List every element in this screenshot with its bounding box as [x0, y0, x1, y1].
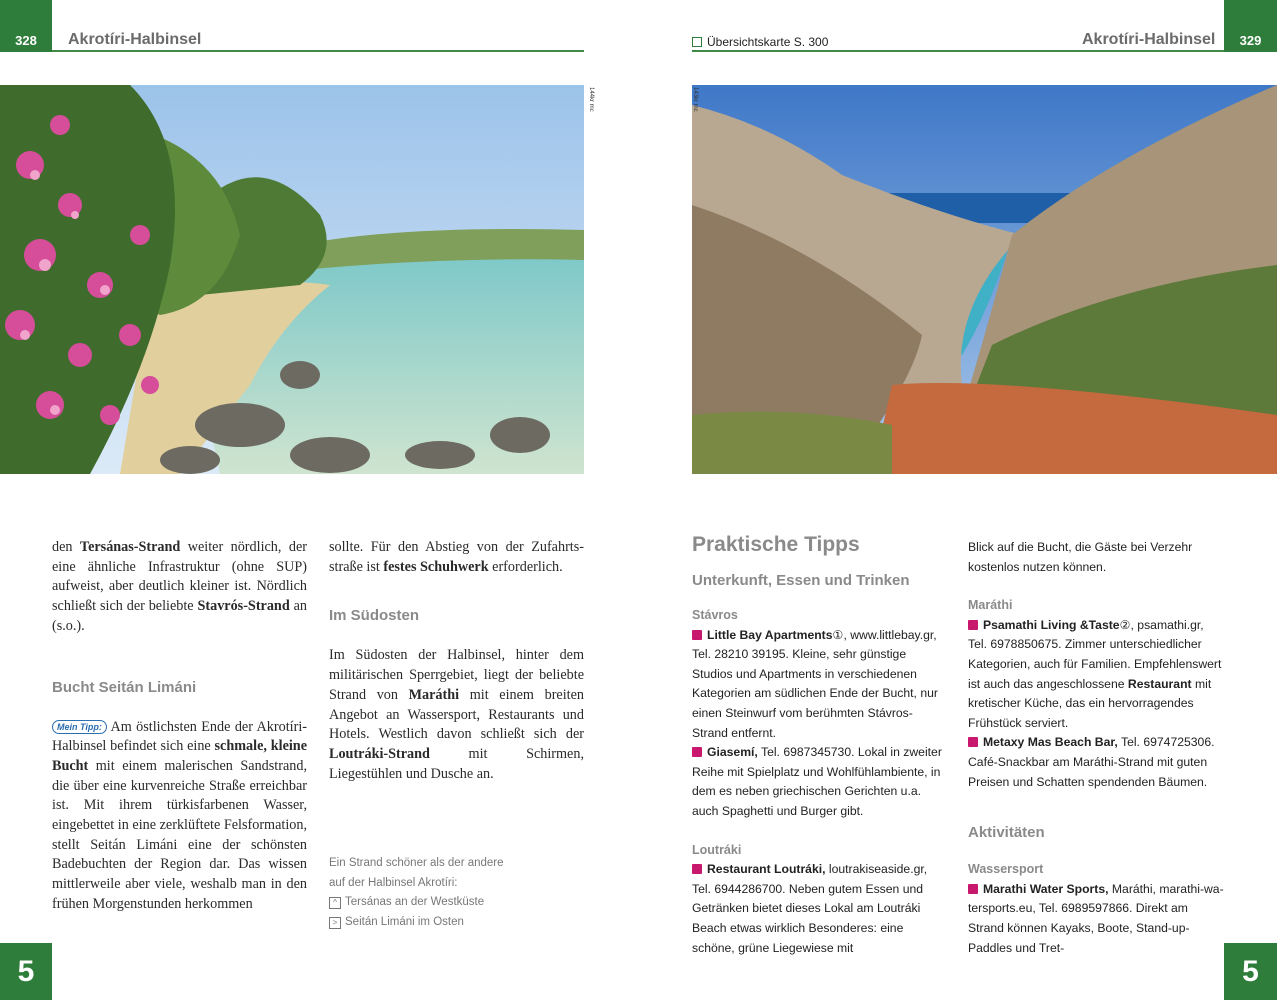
location-marathi: Maráthi: [968, 598, 1013, 613]
bold-term: Tersánas-Strand: [79, 539, 181, 555]
caption-line-2: auf der Halbinsel Akrotíri:: [329, 876, 458, 889]
entry-psamathi: [968, 616, 1224, 734]
text-run: Am östlichsten Ende der Akrotíri-Halbinsel befindet sich eine: [52, 718, 307, 755]
text-column-1: [52, 538, 307, 915]
photo-credit-right: 143kr mc: [692, 87, 698, 112]
page-number-left: [0, 0, 52, 52]
entry-restaurant-loutraki: [692, 860, 948, 958]
photo-caption: [329, 854, 504, 932]
bold-term: schmale, kleine Bucht: [52, 738, 307, 774]
chapter-tab-left[interactable]: [0, 943, 52, 1000]
bold-term: Restaurant: [1127, 676, 1192, 691]
map-reference-text: Übersichtskarte S. 300: [707, 35, 829, 49]
map-reference[interactable]: [692, 35, 828, 49]
page-number-left-text: 328: [15, 33, 37, 48]
text-run: weiter nördlich, der eine ähnliche Infrastruktur (ohne SUP) aufweist, aber deutlich kleiner ist. Nördlich schließt sich der beliebte: [52, 539, 307, 615]
text-run: mit kretischer Küche, das ein hervorragendes Frühstück serviert.: [968, 676, 1212, 730]
page-number-right: [1224, 0, 1277, 52]
bold-term: Marathi Water Sports,: [983, 881, 1109, 896]
text-run: ②, psamathi.gr, Tel. 6978850675. Zimmer unterschiedlicher Kategorien, auch für Familien. Empfehlenswert ist auch das angeschlossene: [968, 617, 1222, 691]
text-run: loutrakiseaside.gr, Tel. 6944286700. Neben gutem Essen und Getränken bietet dieses Lokal am Loutráki Beach etwas wirklich Besonderes: eine schöne, grüne Liegewiese mit: [692, 862, 928, 955]
caption-ref-tersanas[interactable]: [329, 893, 504, 913]
bold-term: Restaurant Loutráki,: [707, 862, 826, 877]
tips-column-2: [968, 538, 1224, 958]
text-run: Tel. 6974725306. Café-Snackbar am Maráthi-Strand mit guten Preisen und Schatten spendenden Bäumen.: [968, 735, 1215, 789]
text-run: Im Südosten der Halbinsel, hinter dem militärischen Sperrgebiet, liegt der beliebte Strand von: [329, 647, 584, 703]
caption-ref-seitan[interactable]: [329, 913, 504, 933]
bold-term: Maráthi: [408, 686, 460, 703]
entry-little-bay: [692, 626, 948, 744]
chapter-tab-right-number: 5: [1242, 954, 1259, 988]
chapter-tab-left-number: 5: [17, 954, 35, 988]
bullet-square-icon: [692, 747, 702, 757]
photo-credit-left: 144kr mc: [588, 87, 594, 112]
text-run: den: [52, 539, 80, 555]
entry-continuation: Blick auf die Bucht, die Gäste bei Verzehr kostenlos nutzen können.: [968, 540, 1193, 574]
text-run: an (s.o.).: [52, 598, 307, 634]
heading-suedosten: Im Südosten: [329, 607, 420, 625]
heading-seitan-limani: Bucht Seitán Limáni: [52, 678, 197, 696]
entry-giasemi: [692, 743, 948, 821]
page-number-right-text: 329: [1239, 33, 1262, 48]
bullet-square-icon: [692, 864, 702, 874]
chapter-tab-right[interactable]: [1224, 943, 1277, 1000]
bold-term: Psamathi Living &Taste: [983, 617, 1120, 632]
text-run: sollte. Für den Abstieg von der Zufahrtsstraße ist: [329, 539, 584, 575]
bold-term: Little Bay Apartments: [707, 627, 833, 642]
tips-column-1: [692, 530, 948, 958]
bullet-square-icon: [692, 630, 702, 640]
photo-tersanas-beach: [0, 85, 584, 474]
bullet-square-icon: [968, 737, 978, 747]
text-run: mit einem breiten Angebot an Wassersport, Restaurants und Hotels. Westlich davon schließt sich der: [329, 686, 584, 743]
text-run: erforderlich.: [488, 558, 563, 575]
header-rule-right: [692, 50, 1224, 52]
location-stavros: Stávros: [692, 608, 738, 622]
bold-term: Metaxy Mas Beach Bar,: [983, 735, 1118, 750]
paragraph-shoes: [329, 538, 584, 577]
text-run: ①, www.littlebay.gr, Tel. 28210 39195. Kleine, sehr günstige Studios und Apartments in verschiedenen Kategorien am südlichen Ende der Bucht, nur einen Steinwurf vom berühmten Stávros-Strand entfernt.: [692, 627, 938, 740]
paragraph-tersanas: [52, 538, 307, 637]
caption-ref-seitan-text: Seitán Limáni im Osten: [345, 915, 464, 928]
entry-metaxy-mas: [968, 733, 1224, 792]
paragraph-suedosten: [329, 646, 584, 784]
photo-seitan-limani: [692, 85, 1277, 474]
heading-praktische-tipps: Praktische Tipps: [692, 533, 860, 556]
heading-aktivitaeten: Aktivitäten: [968, 824, 1045, 842]
paragraph-seitan-limani: [52, 718, 307, 915]
caption-ref-tersanas-text: Tersánas an der Westküste: [345, 896, 485, 909]
bold-term: festes Schuhwerk: [383, 558, 489, 575]
header-title-right: Akrotíri-Halbinsel: [1082, 31, 1216, 48]
text-column-2: [329, 538, 584, 784]
map-square-icon: [692, 37, 702, 47]
text-run: Tel. 6987345730. Lokal in zweiter Reihe mit Spielplatz und Wohlfühlambiente, in dem es neben griechischen Gerichten u.a. auch Spaghetti und Burger gibt.: [692, 745, 942, 818]
header-rule-left: [52, 50, 584, 52]
heading-unterkunft: Unterkunft, Essen und Trinken: [692, 572, 910, 589]
arrow-right-icon: >: [329, 917, 341, 929]
bullet-square-icon: [968, 620, 978, 630]
location-loutraki: Loutráki: [692, 842, 742, 857]
entry-marathi-water-sports: [968, 880, 1224, 958]
arrow-up-icon: ^: [329, 897, 341, 909]
bold-term: Stavrós-Strand: [197, 598, 290, 615]
text-run: Maráthi, marathi-watersports.eu, Tel. 6989597866. Direkt am Strand können Kayaks, Boote, Stand-up-Paddles und Tret-: [968, 881, 1224, 955]
location-wassersport: Wassersport: [968, 862, 1044, 877]
bullet-square-icon: [968, 884, 978, 894]
text-run: mit einem malerischen Sandstrand, die über eine kurvenreiche Straße erreichbar ist. Mit ihrem türkisfarbenen Wasser, eingebettet in eine zerklüftete Felsformation, stellt Seitán Limáni eine der schönsten Badebuchten der Region dar. Das wissen mittlerweile aber viele, weshalb man in den frühen Morgenstunden herkommen: [52, 757, 307, 912]
text-run: mit Schirmen, Liegestühlen und Dusche an.: [329, 745, 584, 782]
bold-term: Giasemí,: [707, 745, 758, 760]
mein-tipp-badge: Mein Tipp:: [52, 720, 107, 734]
caption-line-1: Ein Strand schöner als der andere: [329, 857, 504, 869]
bold-term: Loutráki-Strand: [329, 745, 430, 762]
header-title-left: Akrotíri-Halbinsel: [68, 31, 202, 48]
